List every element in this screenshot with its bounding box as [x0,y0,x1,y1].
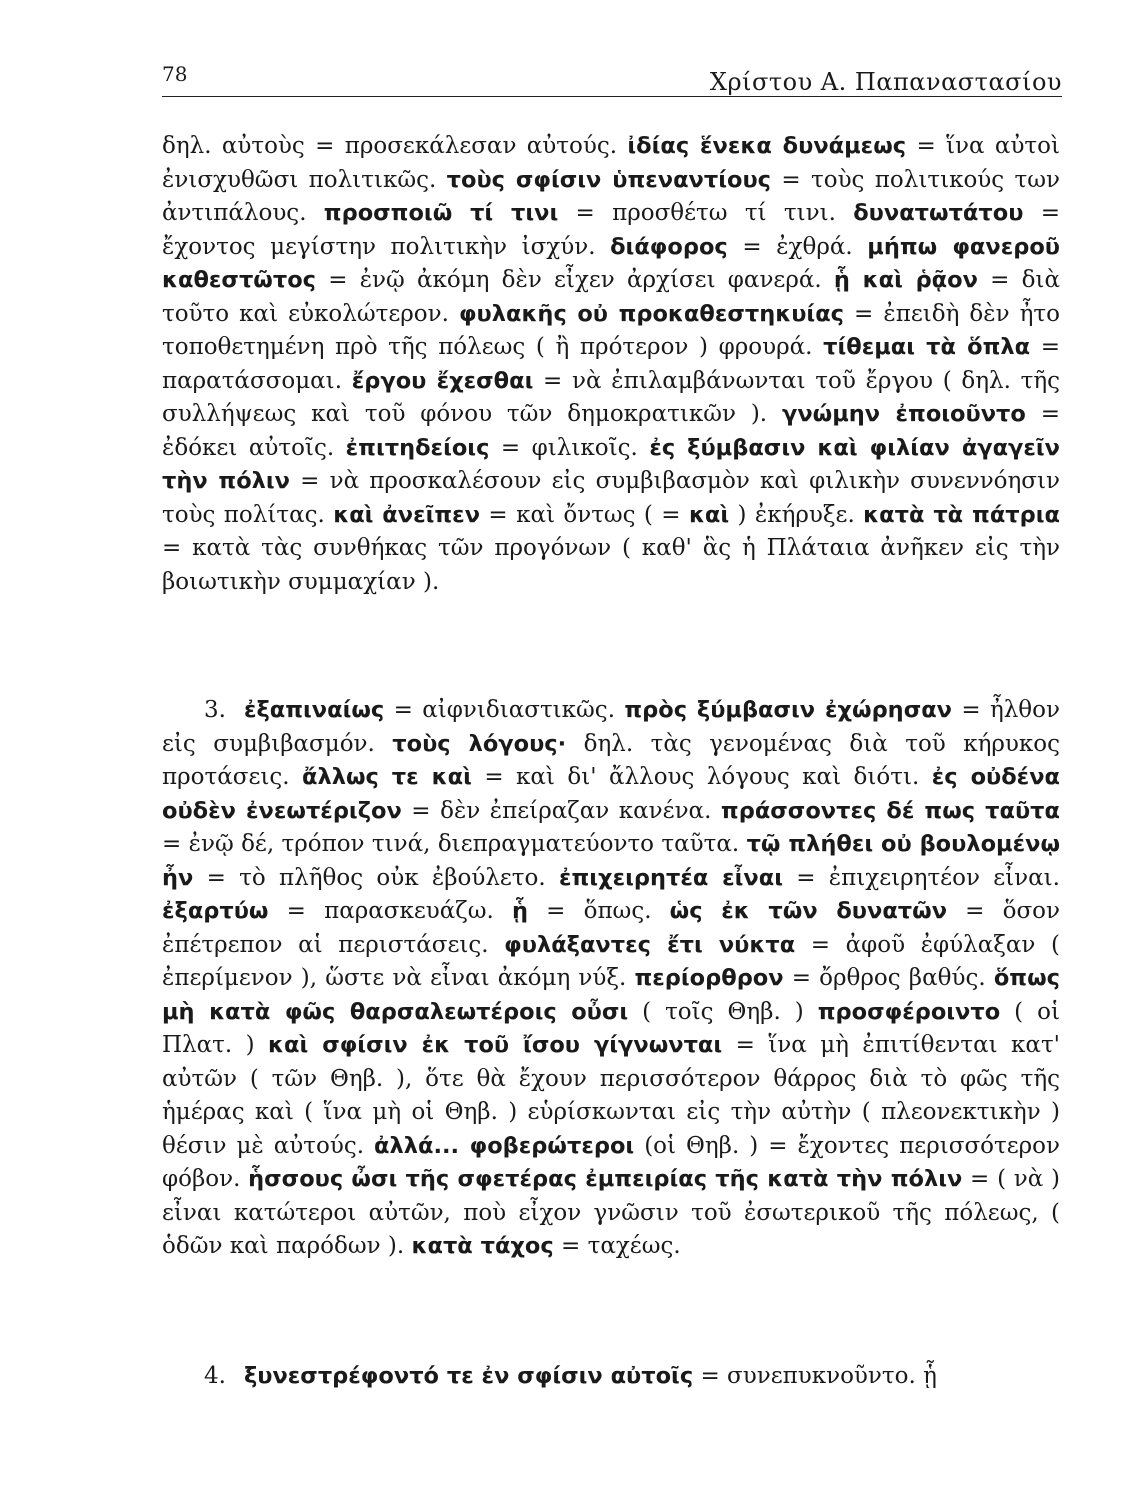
gloss: = φιλικοῖς. [489,434,650,461]
lemma: πράσσοντες δέ πως ταῦτα [720,797,1060,824]
lemma: περίορθρον [634,965,784,991]
gloss: = ἐχθρά. [727,233,868,260]
gloss: = αἰφνιδιαστικῶς. [384,697,625,723]
gloss: = ( νὰ ) εἶναι κατώτεροι αὐτῶν, ποὺ εἶχον γνῶσιν τοῦ ἐσωτερικοῦ τῆς πόλεως, ( ὁδῶν καὶ παρόδων ). [162,1166,1060,1259]
lemma: ξυνεστρέφοντό τε ἐν σφίσιν αὐτοῖς [243,1363,694,1389]
gloss: = ἀφοῦ ἐφύλαξαν ( ἐπερίμενον ), ὥστε νὰ εἶναι ἀκόμη νύξ. [162,931,1060,991]
gloss: = ἐνῷ ἀκόμη δὲν εἶχεν ἀρχίσει φανερά. [316,267,834,293]
lemma: τοὺς σφίσιν ὑπεναντίους [446,166,771,193]
lemma: ἧσσους ὦσι τῆς σφετέρας ἐμπειρίας τῆς κατὰ τὴν πόλιν [248,1166,963,1192]
lemma: φυλάξαντες ἔτι νύκτα [504,931,796,958]
lemma: ἐπιχειρητέα εἶναι [558,864,783,891]
lemma: ἐξαπιναίως [243,697,385,723]
gloss: = τοὺς πολιτικούς των ἀντιπάλους. [162,166,1060,226]
lemma: ὡς ἐκ τῶν δυνατῶν [669,898,948,924]
gloss: = καὶ δι' ἄλλους λόγους καὶ διότι. [471,764,932,790]
gloss: = παρατάσσομαι. [162,334,1060,394]
gloss: = παρασκευάζω. [268,898,512,924]
lemma: ἐς οὐδένα οὐδὲν ἐνεωτέριζον [162,764,1060,824]
gloss: = καὶ ὄντως ( = [480,501,689,528]
gloss: ᾗ [923,1363,937,1389]
lemma: ἔργου ἔχεσθαι [351,367,534,394]
gloss: = ἐδόκει αὐτοῖς. [162,401,1060,461]
lemma: ἐπιτηδείοις [345,434,490,461]
paragraph-commentary-3 [162,694,1060,1264]
lemma: ἰδίας ἕνεκα δυνάμεως [627,133,907,159]
lemma: καὶ σφίσιν ἐκ τοῦ ἴσου γίγνωνται [268,1032,723,1058]
gloss: = ἐνῷ δέ, τρόπον τινά, διεπραγματεύοντο ταῦτα. [162,831,747,857]
gloss: = ἐπειδὴ δὲν ἦτο τοποθετημένη πρὸ τῆς πόλεως ( ἢ πρότερον ) φρουρά. [162,300,1060,360]
gloss: = τὸ πλῆθος οὐκ ἐβούλετο. [193,864,559,891]
gloss: δηλ. τὰς γενομένας διὰ τοῦ κήρυκος προτάσεις. [162,730,1060,790]
gloss: = κατὰ τὰς συνθήκας τῶν προγόνων ( καθ' ἃς ἡ Πλάταια ἀνῆκεν εἰς τὴν βοιωτικὴν συμμαχίαν ). [162,535,1060,595]
lemma: ἐξαρτύω [162,898,269,924]
lemma: τίθεμαι τὰ ὅπλα [823,334,1031,360]
lemma: προσφέροιντο [817,998,1001,1025]
gloss: ( οἱ Πλατ. ) [162,998,1060,1058]
gloss: ( τοῖς Θηβ. ) [628,998,818,1025]
gloss: δηλ. αὐτοὺς = προσεκάλεσαν αὐτούς. [162,133,628,159]
section-number: 3. [204,697,226,723]
gloss: = ὅπως. [528,898,670,924]
lemma: φυλακῆς οὐ προκαθεστηκυίας [458,300,844,327]
lemma: γνώμην ἐποιοῦντο [782,401,1026,427]
gloss: = συνεπυκνοῦντο. [693,1363,924,1389]
gloss: = δὲν ἐπείραζαν κανένα. [401,797,721,824]
lemma: ᾗ [511,898,529,924]
lemma: ἀλλά... φοβερώτεροι [374,1132,635,1159]
running-head: Χρίστου Α. Παπαναστασίου [709,68,1062,96]
gloss: = ταχέως. [553,1233,681,1259]
gloss: = ἵνα αὐτοὶ ἐνισχυθῶσι πολιτικῶς. [162,133,1061,193]
lemma: πρὸς ξύμβασιν ἐχώρησαν [624,697,953,723]
section-number: 4. [204,1363,226,1389]
lemma: τοὺς λόγους· [392,730,567,757]
gloss: ) ἐκήρυξε. [729,501,864,528]
lemma: ὅπως μὴ κατὰ φῶς θαρσαλεωτέροις οὖσι [162,965,1060,1025]
gloss: = ὄρθρος βαθύς. [783,965,994,991]
lemma: κατὰ τάχος [411,1233,554,1259]
gloss: = νὰ προσκαλέσουν εἰς συμβιβασμὸν καὶ φιλικὴν συνεννόησιν τοὺς πολίτας. [162,468,1061,528]
gloss: (οἱ Θηβ. ) = ἔχοντες περισσότερον φόβον. [162,1132,1061,1192]
paragraph-commentary-2 [162,130,1060,599]
gloss: = ὅσον ἐπέτρεπον αἱ περιστάσεις. [162,898,1060,958]
lemma: μήπω φανεροῦ καθεστῶτος [162,233,1060,293]
lemma: ἐς ξύμβασιν καὶ φιλίαν ἀγαγεῖν τὴν πόλιν [162,434,1060,494]
lemma: καὶ [688,501,730,528]
lemma: προσποιῶ τί τινι [323,200,559,226]
gloss: = ἔχοντος μεγίστην πολιτικὴν ἰσχύν. [162,200,1060,260]
gloss: = διὰ τοῦτο καὶ εὐκολώτερον. [162,267,1060,327]
lemma: τῷ πλήθει οὐ βουλομένῳ ἦν [162,831,1060,891]
lemma: ἄλλως τε καὶ [302,764,472,790]
gloss: = προσθέτω τί τινι. [558,200,854,226]
gloss: = νὰ ἐπιλαμβάνωνται τοῦ ἔργου ( δηλ. τῆς συλλήψεως καὶ τοῦ φόνου τῶν δημοκρατικῶν ). [162,367,1060,427]
lemma: δυνατωτάτου [853,200,1024,226]
lemma: κατὰ τὰ πάτρια [863,501,1060,528]
lemma: καὶ ἀνεῖπεν [333,501,481,528]
gloss: = ἵνα μὴ ἐπιτίθενται κατ' αὐτῶν ( τῶν Θηβ. ), ὅτε θὰ ἔχουν περισσότερον θάρρος διὰ τὸ φῶς τῆς ἡμέρας καὶ ( ἵνα μὴ οἱ Θηβ. ) εὑρίσκωνται εἰς τὴν αὐτὴν ( πλεονεκτικὴν ) θέσιν μὲ αὐτούς. [162,1032,1060,1159]
page-header [162,60,1062,97]
gloss: = ἦλθον εἰς συμβιβασμόν. [162,697,1060,757]
page-number: 78 [162,62,188,86]
gloss: = ἐπιχειρητέον εἶναι. [782,864,1060,891]
lemma: διάφορος [610,233,728,260]
paragraph-commentary-4 [162,1360,1060,1394]
lemma: ᾗ καὶ ῥᾷον [833,267,978,293]
